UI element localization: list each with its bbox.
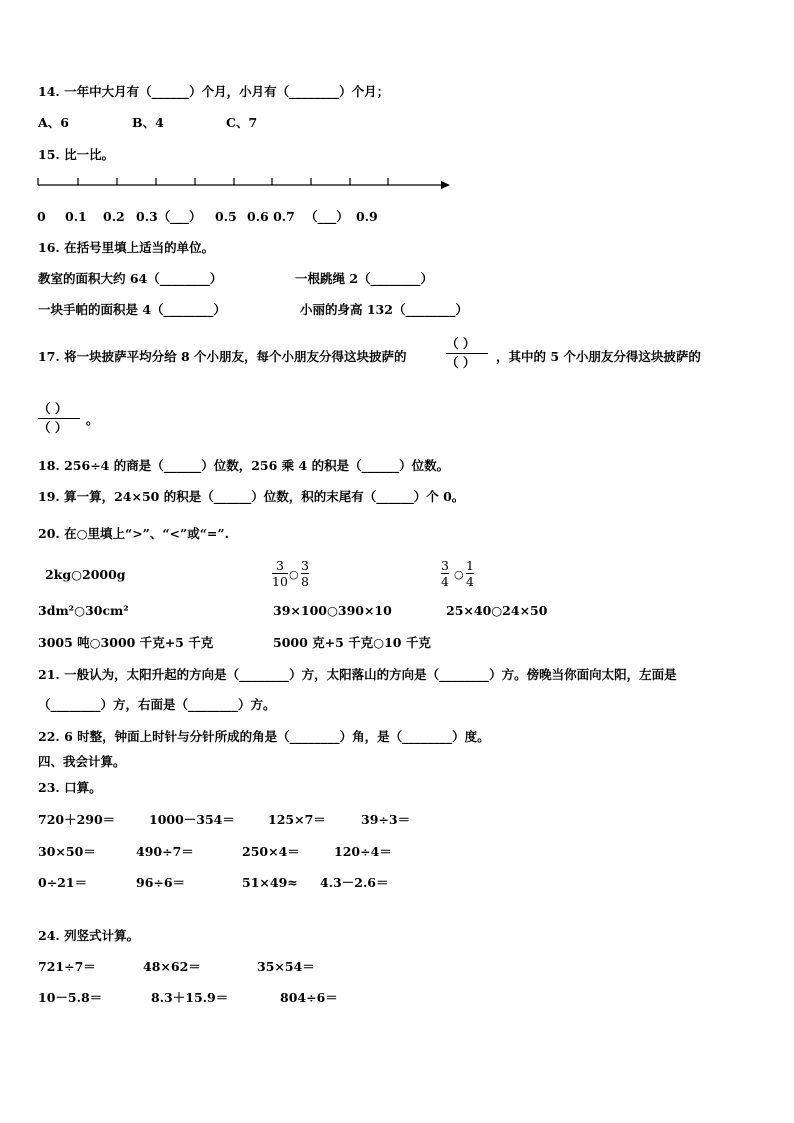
q20-frac-1-4: $\frac{1}{4}$ [466, 558, 474, 589]
q23-r1-c4: 39÷3＝ [361, 812, 411, 827]
q16-number: 16. [38, 240, 60, 255]
q23-text: 口算。 [64, 780, 102, 795]
q17-fraction-blank-1 [446, 335, 488, 372]
q14-text: 一年中大月有（______）个月，小月有（________）个月； [64, 84, 390, 99]
q15-number: 15. [38, 147, 60, 162]
q15-label-1: 0.1 [65, 209, 87, 224]
q19-text: 算一算，24×50 的积是（______）位数，积的末尾有（______）个 0。 [64, 489, 465, 504]
q17-line [38, 349, 407, 365]
q23-r1-c3: 125×7＝ [268, 812, 326, 827]
q17-frac2-numerator: （ ） [38, 401, 68, 416]
q23-number: 23. [38, 780, 60, 795]
q24-number: 24. [38, 928, 60, 943]
q15-label-6: （___） [305, 209, 349, 224]
q17-end: 。 [86, 412, 99, 427]
q23-r2-c2: 490÷7＝ [136, 844, 194, 859]
q18-text: 256÷4 的商是（______）位数，256 乘 4 的积是（______）位数。 [64, 458, 450, 473]
q15-text: 比一比。 [64, 147, 115, 162]
q16-text: 在括号里填上适当的单位。 [64, 240, 215, 255]
q15-label-0: 0 [37, 209, 46, 224]
q20-circle-3: ○ [454, 568, 464, 581]
q23-r1-c1: 720＋290＝ [38, 812, 116, 827]
q20-text: 在○里填上“>”、“<”或“=”. [64, 526, 229, 541]
q23-r3-c4: 4.3－2.6＝ [320, 875, 389, 890]
q15-line [38, 147, 114, 163]
q21-line-1 [38, 667, 677, 683]
q24-r2-c3: 804÷6＝ [280, 990, 338, 1005]
q14-option-b: B、4 [132, 115, 164, 130]
q15-label-2: 0.2 [103, 209, 125, 224]
q15-label-3: 0.3（___） [136, 209, 202, 224]
q17-fraction-blank-2 [38, 400, 80, 437]
q20-compare-7: 3005 吨○3000 千克+5 千克 [38, 635, 214, 650]
q23-r2-c3: 250×4＝ [242, 844, 300, 859]
q20-compare-1: 2kg○2000g [45, 567, 126, 582]
q24-r1-c3: 35×54＝ [257, 959, 315, 974]
q16-item-1: 教室的面积大约 64（________） [38, 271, 223, 286]
q16-item-4: 小丽的身高 132（________） [300, 302, 468, 317]
q24-r1-c1: 721÷7＝ [38, 959, 96, 974]
q21-text-1: 一般认为，太阳升起的方向是（________）方，太阳落山的方向是（________）方。傍晚当你面向太阳，左面是 [64, 667, 677, 682]
q18-number: 18. [38, 458, 60, 473]
section-4-heading: 四、我会计算。 [38, 754, 126, 769]
q20-line [38, 526, 229, 542]
q20-compare-5: 39×100○390×10 [273, 603, 392, 618]
q14-line [38, 84, 389, 100]
q21-number: 21. [38, 667, 60, 682]
q17-number: 17. [38, 349, 60, 364]
q14-option-a: A、6 [38, 115, 69, 130]
q16-item-2: 一根跳绳 2（________） [295, 271, 434, 286]
q23-r3-c3: 51×49≈ [242, 875, 298, 890]
q24-text: 列竖式计算。 [64, 928, 140, 943]
q19-number: 19. [38, 489, 60, 504]
q23-r1-c2: 1000－354＝ [149, 812, 235, 827]
q17-text-b: ，其中的 5 个小朋友分得这块披萨的 [496, 349, 701, 364]
q18-line [38, 458, 449, 474]
q23-r2-c1: 30×50＝ [38, 844, 96, 859]
q16-item-3: 一块手帕的面积是 4（________） [38, 302, 227, 317]
q20-frac-3-8: $\frac{3}{8}$ [301, 558, 309, 589]
q15-label-5: 0.6 0.7 [247, 209, 295, 224]
q14-option-c: C、7 [226, 115, 258, 130]
q17-frac2-denominator: （ ） [38, 420, 68, 435]
q15-label-4: 0.5 [215, 209, 237, 224]
q22-number: 22. [38, 729, 60, 744]
q24-line [38, 928, 139, 944]
q20-frac-3-10: $\frac{3}{10}$ [272, 558, 288, 589]
q16-line [38, 240, 214, 256]
q20-number: 20. [38, 526, 60, 541]
q23-r3-c2: 96÷6＝ [136, 875, 186, 890]
q20-circle-2: ○ [289, 568, 299, 581]
q22-text: 6 时整，钟面上时针与分针所成的角是（________）角，是（________）度。 [64, 729, 490, 744]
q23-r2-c4: 120÷4＝ [334, 844, 392, 859]
q23-line [38, 780, 102, 796]
q14-number: 14. [38, 84, 60, 99]
q21-line-2: （________）方，右面是（________）方。 [38, 697, 276, 712]
q24-r2-c1: 10－5.8＝ [38, 990, 103, 1005]
q24-r2-c2: 8.3＋15.9＝ [151, 990, 229, 1005]
q22-line [38, 729, 490, 745]
q24-r1-c2: 48×62＝ [143, 959, 201, 974]
number-line [34, 174, 454, 194]
q17-text-a: 将一块披萨平均分给 8 个小朋友，每个小朋友分得这块披萨的 [64, 349, 407, 364]
q17-frac1-numerator: （ ） [446, 336, 476, 351]
q20-compare-4: 3dm²○30cm² [38, 603, 129, 618]
q23-r3-c1: 0÷21＝ [38, 875, 88, 890]
q20-compare-8: 5000 克+5 千克○10 千克 [273, 635, 431, 650]
q15-label-7: 0.9 [356, 209, 378, 224]
q20-frac-3-4: $\frac{3}{4}$ [441, 558, 449, 589]
q17-frac1-denominator: （ ） [446, 355, 476, 370]
q19-line [38, 489, 464, 505]
q20-compare-6: 25×40○24×50 [446, 603, 548, 618]
